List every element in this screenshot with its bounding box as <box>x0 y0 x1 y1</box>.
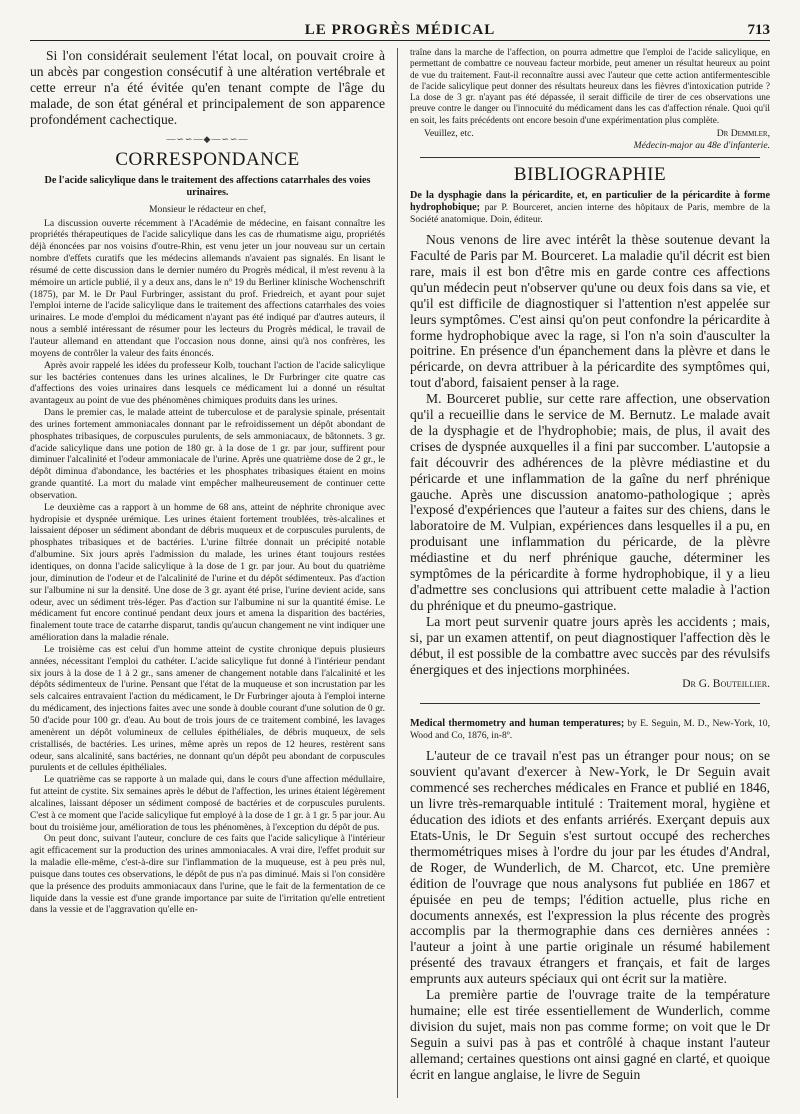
salutation: Monsieur le rédacteur en chef, <box>149 203 266 215</box>
column-divider <box>397 48 398 1098</box>
paragraph: Nous venons de lire avec intérêt la thèse soutenue devant la Faculté de Paris par M. Bourceret. La maladie qu'il décrit est bien rare, mais il est bon d'être mis en garde contre ces affections qu'un médecin peut n'observer qu'une ou deux fois dans sa vie, et qu'il est difficile de diagnostiquer si l'attention n'est appelée sur leurs symptômes. C'est ainsi qu'on peut confondre la péricardite à forme hydrophobique avec la rage, si l'on n'a soin d'ausculter la poitrine. En présence d'un épanchement dans la plèvre et dans le péricarde, on devra attribuer à la péricardite des symptômes qui, tout d'abord, faisaient penser à la rage. <box>410 232 770 391</box>
paragraph: La première partie de l'ouvrage traite de la température humaine; elle est tirée essentiellement de Wunderlich, comme division du sujet, mais non pas comme forme; on voit que le Dr Seguin a suivi pas à pas et contrôlé à chaque instant l'auteur allemand; certaines questions ont ainsi gagné en clarté, et quoique écrit en langue anglaise, le livre de Seguin <box>410 987 770 1082</box>
review-title: De la dysphagie dans la péricardite, et, en particulier de la péricardite à forme hydrophobique; <box>410 190 770 214</box>
paragraph: Le quatrième cas se rapporte à un malade qui, dans le cours d'une affection médullaire, fut atteint de cystite. Six semaines après le début de l'affection, les urines étaient légèrement alcalines, laissant déposer un sédiment composé de bactéries et de corpuscules purulents. C'est à ce moment que l'acide salicylique fut employé à la dose de 1 gr. à 1 gr. 5 par jour. Au bout du troisième jour, amélioration de tous les phénomènes, à l'exception du dépôt de pus. <box>30 774 385 833</box>
paragraph: Après avoir rappelé les idées du professeur Kolb, touchant l'action de l'acide salicylique sur les bactéries contenues dans les urines alcalines, le Dr Furbringer cite quatre cas d'affections des voies urinaires dans lesquels ce médicament lui a donné un résultat avantageux au point de vue des phénomènes chimiques produits dans les urines. <box>30 359 385 407</box>
paragraph: M. Bourceret publie, sur cette rare affection, une observation qu'il a recueillie dans le service de M. Bernutz. Le malade avait de la dysphagie et de l'hydrophobie; mais, de plus, il avait des crises de dyspnée auxquelles il a fini par succomber. L'autopsie a fait découvrir des adhérences de la plèvre médiastine et du péricarde et une inflammation de la gaîne du nerf phrénique gauche. Après une discussion anatomo-pathologique ; après l'exposé d'expériences que l'auteur a faites sur des chiens, dans le laboratoire de M. Vulpian, expériences dans lesquelles il a pu, en produisant une inflammation du péricarde, de la plèvre médiastine et du nerf phrénique gauche, déterminer les symptômes de la péricardite à forme hydrophobique, il y a lieu d'admettre ses conclusions qui attribuent cette maladie à l'action du phrénique et du pneumo-gastrique. <box>410 391 770 613</box>
paragraph: Dans le premier cas, le malade atteint de tuberculose et de paralysie spinale, présentait des urines fortement ammoniacales donnant par le refroidissement un dépôt abondant de phosphates tribasiques, de corpuscules purulents, de sels ammoniacaux, de bâtonnets. 3 gr. d'acide salicylique dans une potion de 180 gr. à la dose de 1 gr. par jour, suffirent pour diminuer l'alcalinité et l'odeur ammoniacale de l'urine. Après une quatrième dose de 2 gr., le dépôt diminua d'abondance, les bactéries et les phosphates tribasiques étaient en moins grande quantité. La mort du malade vint empêcher malheureusement de continuer cette observation. <box>30 407 385 501</box>
paragraph: L'auteur de ce travail n'est pas un étranger pour nous; on se souvient qu'avant d'exercer à New-York, le Dr Seguin avait commencé ses recherches médicales en France et publié en 1846, un livre très-remarquable intitulé : Traitement moral, hygiène et éducation des idiots et des enfants arriérés. Exerçant depuis aux Etats-Unis, le Dr Seguin s'est surtout occupé des recherches thermométriques mises à l'ordre du jour par les études d'Andral, de Roger, de Wunderlich, de M. Charcot, etc. Une première édition de l'ouvrage que nous analysons fut publiée en 1867 et épuisée en peu de temps; l'édition actuelle, plus riche en documents annexés, est l'expression la plus récente des progrès accomplis par la thermographie dans ces dernières années : l'auteur a joint à une partie originale un résumé habilement présenté des travaux étrangers et français, et fait de larges emprunts aux auteurs spéciaux qui ont écrit sur la matière. <box>410 748 770 987</box>
letter-signature <box>410 128 770 140</box>
running-head <box>30 20 770 41</box>
review-heading <box>410 718 770 742</box>
paragraph: Le troisième cas est celui d'un homme atteint de cystite chronique depuis plusieurs années, nécessitant l'emploi du cathéter. L'acide salicylique fut donné à l'intérieur pendant six jours à la dose de 1 à 2 gr., sans amener de changement notable dans l'alcalinité et les dépôts sédimenteux de l'urine. Pensant que l'état de la muqueuse et son incrustation par les sels calcaires entravaient l'action du médicament, le Dr Furbringer ajouta à l'emploi interne du médicament, des injections faites avec une sonde à double courant d'une solution de 0 gr. 50 d'acide pour 100 gr. d'eau. Au bout de trois jours de ce traitement combiné, les lavages amenèrent un dépôt volumineux de cellules épithéliales, de débris muqueux, de sels cristallisés, de bactéries. Les urines, même après un repos de 12 heures, restèrent sans odeur, sans alcalinité, sans bactéries, ne donnant qu'un dépôt peu abondant de corpuscules purulents et de cellules épithéliales. <box>30 643 385 774</box>
page-number: 713 <box>747 22 770 38</box>
signer: Dr Demmler, <box>716 128 770 140</box>
review-meta: by E. Seguin, M. D., New-York, 10, Wood and Co, 1876, in-8º. <box>410 718 770 742</box>
left-column <box>30 48 385 1100</box>
review-heading <box>410 190 770 226</box>
section-title-bibliographie: BIBLIOGRAPHIE <box>513 164 667 186</box>
closing: Veuillez, etc. <box>424 128 474 140</box>
right-column <box>410 48 770 1100</box>
intro-paragraph: Si l'on considérait seulement l'état local, on pouvait croire à un abcès par congestion consécutif à une altération vertébrale et cette erreur n'a été évitée qu'en tenant compte de l'âge du malade, de son état général et principalement de son apparence profondément cachectique. <box>30 48 385 127</box>
section-rule <box>420 703 760 704</box>
paragraph: On peut donc, suivant l'auteur, conclure de ces faits que l'acide salicylique à l'intérieur agit efficacement sur la production des urines ammoniacales. A vrai dire, l'effet produit sur la maladie elle-même, c'est-à-dire sur l'inflammation de la muqueuse, est à peu près nul, puisque dans toutes ces observations, le dépôt de pus n'a pas diminué. Mais si l'on considère que la présence des produits ammoniacaux dans l'urine, que le fait de la fermentation de ce liquide dans la vessie est d'une grande importance par suite de l'irritation qu'elle entretient dans la vessie et de l'aggravation qu'elle en- <box>30 833 385 916</box>
section-rule <box>420 157 760 158</box>
letter-continuation: traîne dans la marche de l'affection, on pourra admettre que l'emploi de l'acide salicylique, en permettant de combattre ce nouveau facteur morbide, peut amener un résultat heureux au point de vue du traitement. Faut-il reconnaître aussi avec l'auteur que cette action antifermentescible de l'acide salicylique peut donner des résultats heureux dans les fièvres d'intoxication putride ? La dose de 3 gr. n'ayant pas été dépassée, il serait difficile de tirer de ces observations une preuve contre le danger ou l'innocuité du médicament dans les cas d'affection rénale. Quoi qu'il en soit, les faits précédents ont encore besoin d'une expérimentation plus complète. <box>410 48 770 126</box>
paragraph: La mort peut survenir quatre jours après les accidents ; mais, si, par un examen attentif, on peut diagnostiquer l'affection dès le début, il est possible de la combattre avec succès par des révulsifs énergiques et des injections morphinées. <box>410 613 770 677</box>
journal-title: LE PROGRÈS MÉDICAL <box>304 22 496 38</box>
signer-title: Médecin-major au 48e d'infanterie. <box>633 139 770 151</box>
section-title-correspondance: CORRESPONDANCE <box>115 148 300 170</box>
review-title: Medical thermometry and human temperatures; <box>410 718 625 730</box>
article-title: De l'acide salicylique dans le traitement des affections catarrhales des voies urinaires. <box>44 174 371 199</box>
review-signer: Dr G. Bouteillier. <box>682 678 770 691</box>
ornament-divider: —∽∽—◆—∽∽— <box>166 133 249 144</box>
paragraph: Le deuxième cas a rapport à un homme de 68 ans, atteint de néphrite chronique avec hydropisie et dyspnée urémique. Les urines étaient fortement troublées, très-alcalines et laissaient déposer un sédiment abondant de débris muqueux et de corpuscules purulents, de phosphates tribasiques et de bactéries. L'urine filtrée donnait un précipité notable d'albumine. Six jours après l'admission du malade, les urines étant toujours restées identiques, on donna l'acide salicylique à la dose de 1 gr. par jour. Au bout du quatrième jour, diminution de l'odeur et de l'alcalinité de l'urine et du dépôt sédimenteux. Pas d'action sur l'albumine ni sur la densité. Une dose de 3 gr. ayant été prise, l'urine devient acide, sans odeur, avec un sédiment très-léger. Pas d'action sur l'albumine ni sur la quantité émise. Le médicament fut encore continué pendant deux jours et amena la disparition des bactéries, finalement toute trace de catarrhe disparut, tandis qu'aucun changement ne vint indiquer une amélioration dans la maladie rénale. <box>30 501 385 644</box>
paragraph: La discussion ouverte récemment à l'Académie de médecine, en faisant connaître les propriétés thérapeutiques de l'acide salicylique dans les cas de rhumatisme aigu, propriétés déjà énoncées par nos voisins d'outre-Rhin, est venu jeter un jour nouveau sur un certain nombre d'effets curatifs que les médecins allemands n'avaient pas signalés. En lisant le résumé de cette discussion dans le dernier numéro du Progrès médical, il m'est revenu à la mémoire un article publié, il y a deux ans, dans le nº 19 du Berliner klinische Wochenschrift (1875), par M. le Dr Paul Furbringer, assistant du prof. Friedreich, et ayant pour sujet l'emploi interne de l'acide salicylique dans le traitement des affections catarrhales des voies urinaires. Le mode d'emploi du médicament n'ayant pas été indiqué par d'autres auteurs, il nous a semblé intéressant de résumer pour les lecteurs du Progrès médical, le travail de l'auteur allemand en attendant que l'occasion nous donne, ainsi qu'à nos confrères, les moyens de contrôler la valeur des faits énoncés. <box>30 217 385 359</box>
review-meta: par P. Bourceret, ancien interne des hôpitaux de Paris, membre de la Société anatomique. Doin, éditeur. <box>410 202 770 226</box>
